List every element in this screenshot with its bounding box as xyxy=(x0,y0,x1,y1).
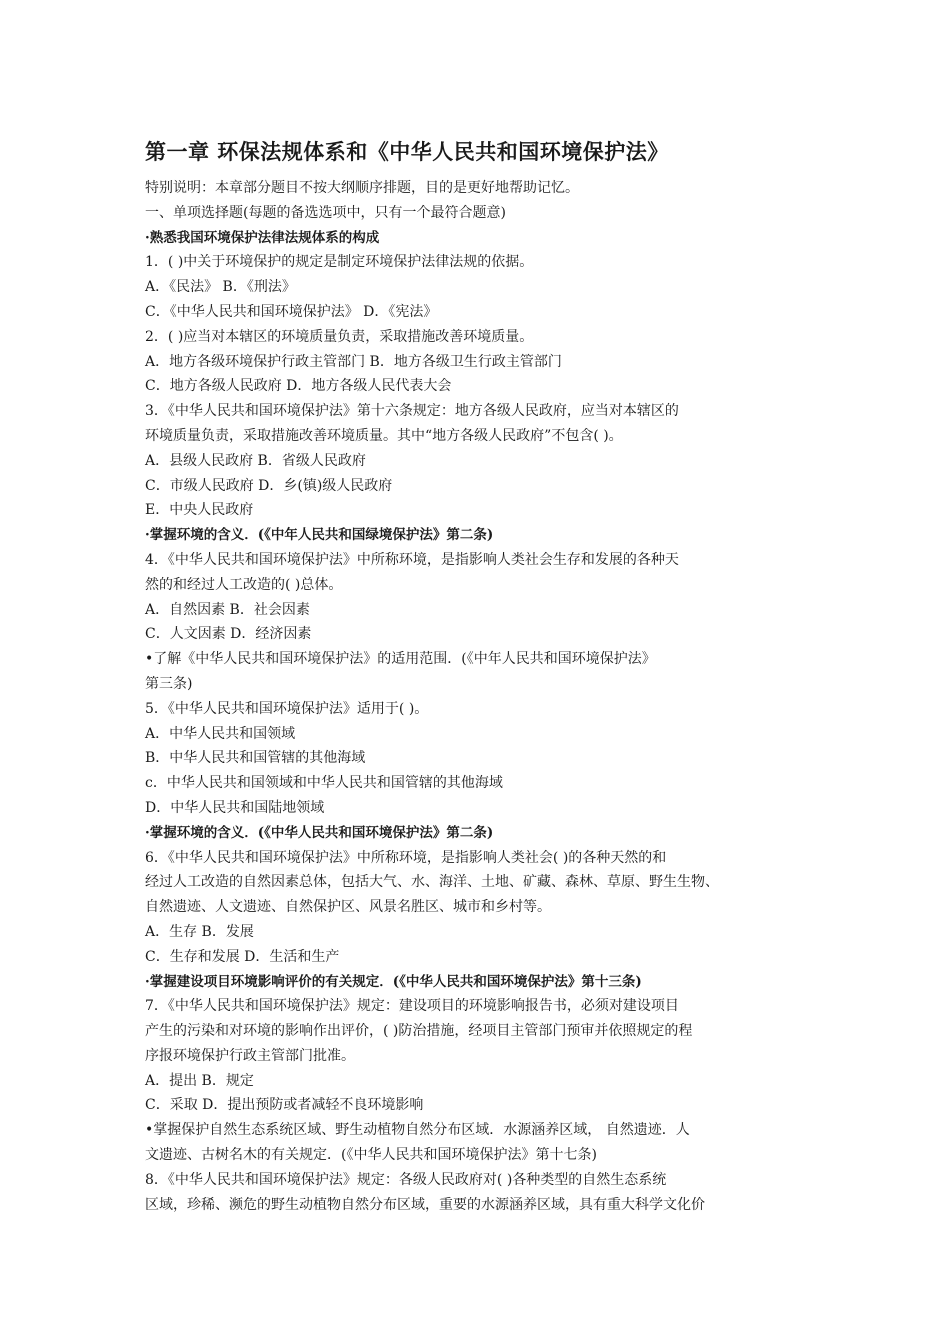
text-line: 环境质量负责，采取措施改善环境质量。其中“地方各级人民政府”不包含( )。 xyxy=(145,427,623,444)
text-line: 2．( )应当对本辖区的环境质量负责，采取措施改善环境质量。 xyxy=(145,328,534,345)
text-line: A．生存 B．发展 xyxy=(145,923,254,940)
document-body xyxy=(145,176,805,1217)
text-line: 产生的污染和对环境的影响作出评价，( )防治措施，经项目主管部门预审并依照规定的程 xyxy=(145,1023,693,1040)
text-line: 第三条) xyxy=(145,675,193,692)
key-point-heading: ·掌握环境的含义．(《中华人民共和国环境保护法》第二条) xyxy=(145,824,494,841)
text-line: 8．《中华人民共和国环境保护法》规定：各级人民政府对( )各种类型的自然生态系统 xyxy=(145,1171,667,1188)
chapter-title: 第一章 环保法规体系和《中华人民共和国环境保护法》 xyxy=(145,140,669,164)
text-line: C．市级人民政府 D．乡(镇)级人民政府 xyxy=(145,477,393,494)
text-line: c．中华人民共和国领域和中华人民共和国管辖的其他海域 xyxy=(145,775,503,792)
text-line: A．《民法》 B．《刑法》 xyxy=(145,279,296,296)
text-line: 文遗迹、古树名木的有关规定．(《中华人民共和国环境保护法》第十七条) xyxy=(145,1147,597,1164)
text-line: 6．《中华人民共和国环境保护法》中所称环境，是指影响人类社会( )的各种天然的和 xyxy=(145,849,667,866)
text-line: B．中华人民共和国管辖的其他海域 xyxy=(145,750,366,767)
text-line: D．中华人民共和国陆地领域 xyxy=(145,799,325,816)
text-line: 4．《中华人民共和国环境保护法》中所称环境，是指影响人类社会生存和发展的各种天 xyxy=(145,551,679,568)
text-line: C．《中华人民共和国环境保护法》 D．《宪法》 xyxy=(145,303,438,320)
text-line: C．人文因素 D．经济因素 xyxy=(145,626,312,643)
key-point-heading: ·熟悉我国环境保护法律法规体系的构成 xyxy=(145,229,380,246)
text-line: 经过人工改造的自然因素总体，包括大气、水、海洋、土地、矿藏、森林、草原、野生生物、 xyxy=(145,874,719,891)
text-line: C．生存和发展 D．生活和生产 xyxy=(145,948,340,965)
text-line: A．中华人民共和国领域 xyxy=(145,725,296,742)
text-line: •掌握保护自然生态系统区域、野生动植物自然分布区域．水源涵养区域， 自然遗迹．人 xyxy=(145,1122,690,1139)
text-line: C．采取 D．提出预防或者减轻不良环境影响 xyxy=(145,1097,424,1114)
text-line: A．县级人民政府 B．省级人民政府 xyxy=(145,452,366,469)
text-line: A．提出 B．规定 xyxy=(145,1072,254,1089)
text-line: 区域，珍稀、濒危的野生动植物自然分布区域，重要的水源涵养区域，具有重大科学文化价 xyxy=(145,1196,705,1213)
text-line: 5．《中华人民共和国环境保护法》适用于( )。 xyxy=(145,700,429,717)
text-line: C．地方各级人民政府 D．地方各级人民代表大会 xyxy=(145,378,452,395)
text-line: A．地方各级环境保护行政主管部门 B．地方各级卫生行政主管部门 xyxy=(145,353,562,370)
text-line: 然的和经过人工改造的( )总体。 xyxy=(145,576,343,593)
text-line: 3．《中华人民共和国环境保护法》第十六条规定：地方各级人民政府，应当对本辖区的 xyxy=(145,403,679,420)
text-line: •了解《中华人民共和国环境保护法》的适用范围．(《中年人民共和国环境保护法》 xyxy=(145,651,656,668)
text-line: 特别说明：本章部分题目不按大纲顺序排题，目的是更好地帮助记忆。 xyxy=(145,180,579,196)
text-line: E．中央人民政府 xyxy=(145,502,254,519)
text-line: 7．《中华人民共和国环境保护法》规定：建设项目的环境影响报告书，必须对建设项目 xyxy=(145,998,679,1015)
key-point-heading: ·掌握建设项目环境影响评价的有关规定．(《中华人民共和国环境保护法》第十三条) xyxy=(145,973,642,990)
key-point-heading: ·掌握环境的含义．(《中年人民共和国绿境保护法》第二条) xyxy=(145,527,494,544)
text-line: 序报环境保护行政主管部门批准。 xyxy=(145,1047,355,1064)
text-line: 一、单项选择题(每题的备选选项中，只有一个最符合题意) xyxy=(145,204,506,221)
text-line: 1．( )中关于环境保护的规定是制定环境保护法律法规的依据。 xyxy=(145,254,534,271)
text-line: 自然遗迹、人文遗迹、自然保护区、风景名胜区、城市和乡村等。 xyxy=(145,899,551,916)
text-line: A．自然因素 B．社会因素 xyxy=(145,601,310,618)
